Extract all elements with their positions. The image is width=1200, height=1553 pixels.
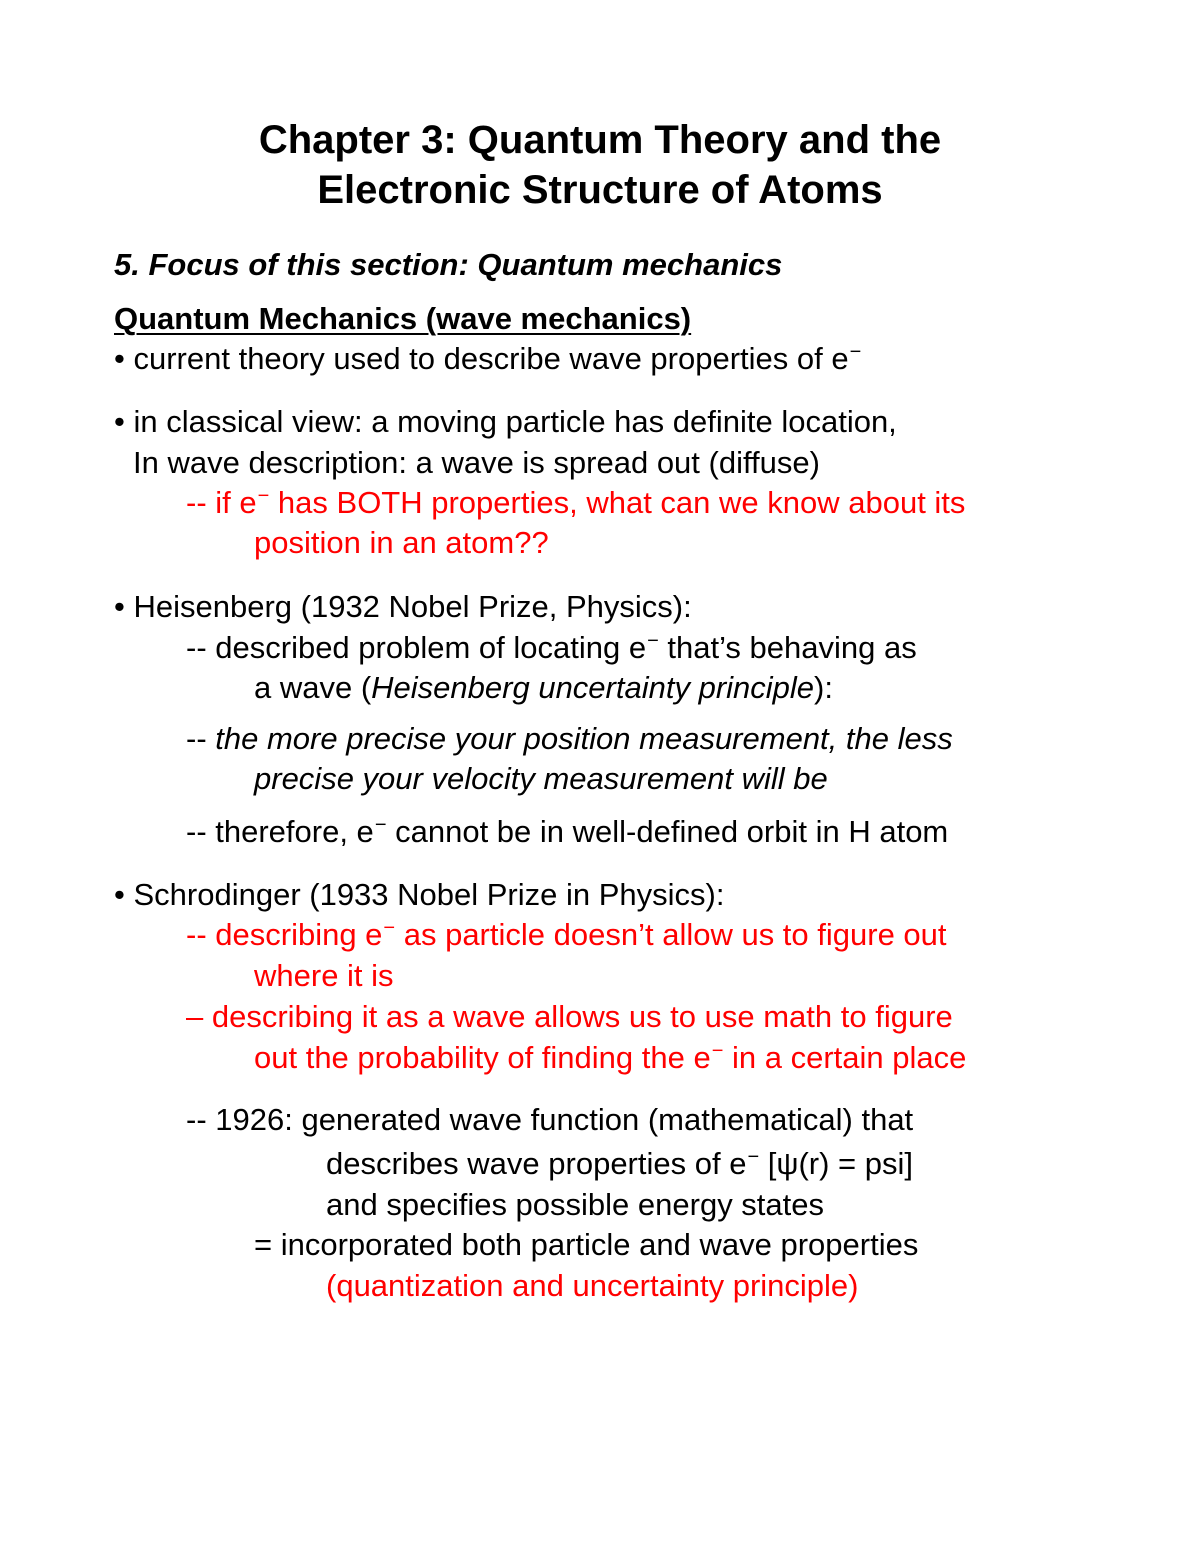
schrodinger-point-1-line-2: where it is bbox=[254, 958, 394, 993]
superscript-minus: − bbox=[747, 1146, 760, 1168]
heisenberg-point-2-line-1 bbox=[186, 720, 953, 758]
superscript-minus: − bbox=[374, 814, 387, 836]
schrodinger-heading: Schrodinger (1933 Nobel Prize in Physics): bbox=[133, 877, 725, 912]
question-rest: has BOTH properties, what can we know about its bbox=[269, 485, 966, 520]
current-theory-text: current theory used to describe wave properties of e bbox=[133, 341, 849, 376]
bullet-schrodinger bbox=[114, 876, 724, 914]
heisenberg-point-1-prefix: -- described problem of locating e bbox=[186, 630, 647, 665]
chapter-title-line-1: Chapter 3: Quantum Theory and the bbox=[258, 118, 942, 162]
bullet-glyph: • bbox=[114, 404, 125, 439]
bullet-glyph: • bbox=[114, 877, 125, 912]
bullet-classical-view bbox=[114, 403, 897, 441]
heisenberg-point-2-text: the more precise your position measurement, the less bbox=[215, 721, 953, 756]
superscript-minus: − bbox=[383, 917, 396, 939]
schrodinger-point-3-line-2 bbox=[326, 1145, 913, 1183]
superscript-minus: − bbox=[711, 1040, 724, 1062]
section-heading: 5. Focus of this section: Quantum mechanics bbox=[114, 247, 783, 282]
schrodinger-point-2-line-2 bbox=[254, 1039, 966, 1077]
classical-line-2: In wave description: a wave is spread out (diffuse) bbox=[133, 445, 820, 480]
classical-question-line-1 bbox=[186, 484, 965, 522]
heisenberg-point-1-rest: that’s behaving as bbox=[658, 630, 917, 665]
heisenberg-point-2-line-2: precise your velocity measurement will be bbox=[254, 761, 828, 796]
heisenberg-heading: Heisenberg (1932 Nobel Prize, Physics): bbox=[133, 589, 692, 624]
bullet-heisenberg bbox=[114, 588, 692, 626]
schrodinger-point-2-prefix: out the probability of finding the e bbox=[254, 1040, 711, 1075]
schrodinger-point-3-line-1: -- 1926: generated wave function (mathematical) that bbox=[186, 1102, 914, 1137]
heisenberg-point-3-rest: cannot be in well-defined orbit in H atom bbox=[386, 814, 949, 849]
bullet-current-theory bbox=[114, 340, 861, 378]
classical-question-line-2: position in an atom?? bbox=[254, 525, 549, 560]
classical-line-1: in classical view: a moving particle has definite location, bbox=[133, 404, 897, 439]
schrodinger-point-3-line-4: = incorporated both particle and wave properties bbox=[254, 1227, 919, 1262]
schrodinger-point-2-line-1: – describing it as a wave allows us to use math to figure bbox=[186, 999, 953, 1034]
schrodinger-point-3-line-2-prefix: describes wave properties of e bbox=[326, 1146, 747, 1181]
bullet-glyph: • bbox=[114, 589, 125, 624]
heisenberg-point-3 bbox=[186, 813, 948, 851]
heisenberg-point-3-prefix: -- therefore, e bbox=[186, 814, 374, 849]
schrodinger-point-3-line-3: and specifies possible energy states bbox=[326, 1187, 825, 1222]
schrodinger-point-1-rest: as particle doesn’t allow us to figure out bbox=[395, 917, 947, 952]
question-prefix: -- if e bbox=[186, 485, 257, 520]
subheading-quantum-mechanics: Quantum Mechanics (wave mechanics) bbox=[114, 301, 692, 336]
superscript-minus: − bbox=[647, 630, 659, 652]
heisenberg-point-1-line-1 bbox=[186, 629, 917, 667]
bullet-glyph: • bbox=[114, 341, 125, 376]
heisenberg-point-1-line-2-b: ): bbox=[814, 670, 833, 705]
schrodinger-point-1-line-1 bbox=[186, 916, 947, 954]
chapter-title-line-2: Electronic Structure of Atoms bbox=[317, 168, 883, 212]
schrodinger-point-1-prefix: -- describing e bbox=[186, 917, 383, 952]
schrodinger-point-2-rest: in a certain place bbox=[723, 1040, 967, 1075]
schrodinger-point-3-line-5: (quantization and uncertainty principle) bbox=[326, 1268, 859, 1303]
wave-function-psi: [ψ(r) = psi] bbox=[759, 1146, 913, 1181]
heisenberg-uncertainty-principle-term: Heisenberg uncertainty principle bbox=[371, 670, 815, 705]
heisenberg-point-1-line-2 bbox=[254, 669, 833, 707]
superscript-minus: − bbox=[257, 485, 270, 507]
superscript-minus: − bbox=[849, 341, 862, 363]
heisenberg-point-1-line-2-a: a wave ( bbox=[254, 670, 372, 705]
dash: -- bbox=[186, 721, 216, 756]
